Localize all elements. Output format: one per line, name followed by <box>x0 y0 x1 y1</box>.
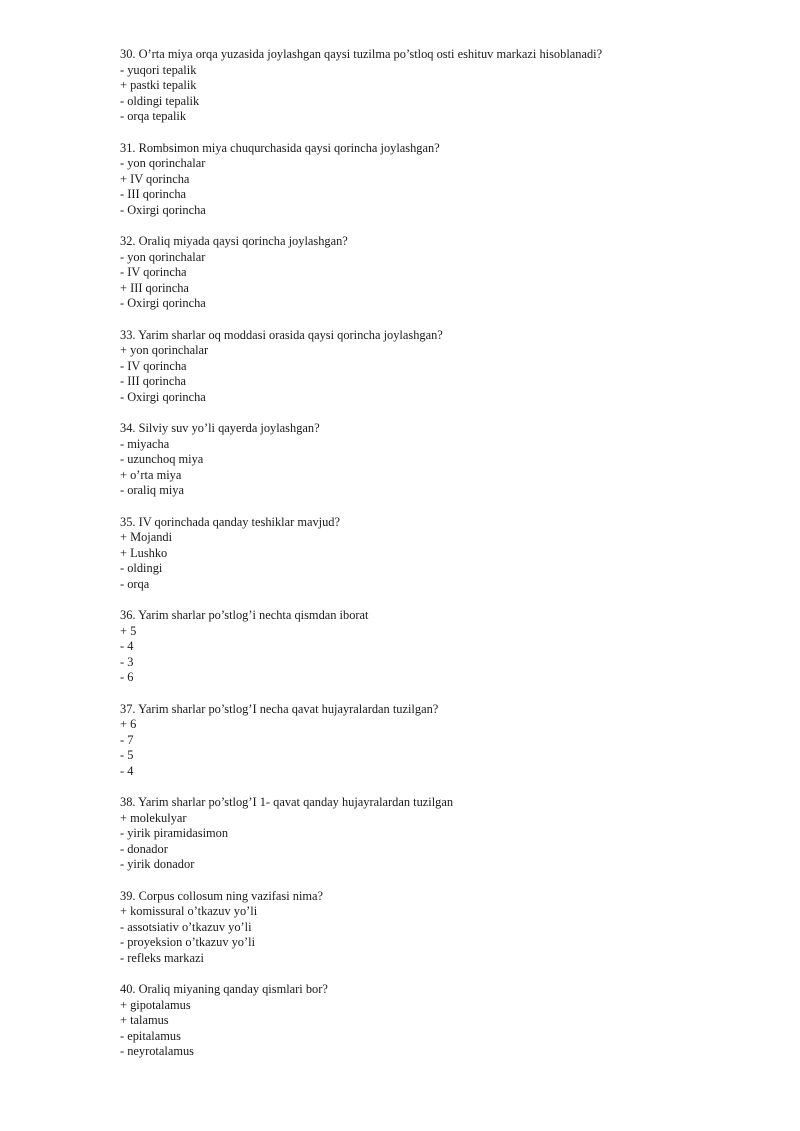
answer-option: + pastki tepalik <box>120 78 197 92</box>
answer-option: - orqa <box>120 576 150 591</box>
answer-option: + komissural o’tkazuv yo’li <box>120 904 258 918</box>
answer-option: - 3 <box>120 654 134 669</box>
question-text: 34. Silviy suv yo’li qayerda joylashgan? <box>120 421 320 435</box>
answer-option: - III qorincha <box>120 374 187 388</box>
question-block <box>120 328 760 406</box>
document-page <box>120 47 760 1076</box>
answer-option: - assotsiativ o’tkazuv yo’li <box>120 919 252 934</box>
question-text: 33. Yarim sharlar oq moddasi orasida qaysi qorincha joylashgan? <box>120 327 443 342</box>
answer-option: + gipotalamus <box>120 997 191 1012</box>
answer-option: + IV qorincha <box>120 171 190 186</box>
answer-option: - Oxirgi qorincha <box>120 389 206 404</box>
answer-option: + Lushko <box>120 545 168 560</box>
question-text: 38. Yarim sharlar po’stlog’I 1- qavat qanday hujayralardan tuzilgan <box>120 795 454 809</box>
answer-option: - miyacha <box>120 436 170 451</box>
question-text: 36. Yarim sharlar po’stlog’i nechta qismdan iborat <box>120 608 369 622</box>
question-block <box>120 889 760 967</box>
answer-option: - orqa tepalik <box>120 109 187 123</box>
answer-option: + 6 <box>120 717 137 731</box>
answer-option: - oldingi <box>120 561 163 575</box>
question-block <box>120 608 760 686</box>
answer-option: - 5 <box>120 748 134 762</box>
answer-option: - donador <box>120 841 168 856</box>
answer-option: - yirik piramidasimon <box>120 826 229 840</box>
answer-option: - Oxirgi qorincha <box>120 202 206 217</box>
question-block <box>120 234 760 312</box>
answer-option: + talamus <box>120 1013 169 1027</box>
question-text: 32. Oraliq miyada qaysi qorincha joylashgan? <box>120 234 348 248</box>
question-text: 30. O’rta miya orqa yuzasida joylashgan qaysi tuzilma po’stloq osti eshituv markazi hisoblanadi? <box>120 47 603 61</box>
question-block <box>120 47 760 125</box>
question-block <box>120 421 760 499</box>
answer-option: + Mojandi <box>120 530 173 544</box>
answer-option: - proyeksion o’tkazuv yo’li <box>120 935 256 949</box>
answer-option: - yirik donador <box>120 857 195 871</box>
answer-option: - neyrotalamus <box>120 1044 194 1058</box>
question-block <box>120 795 760 873</box>
answer-option: - yon qorinchalar <box>120 249 206 264</box>
answer-option: - uzunchoq miya <box>120 452 204 466</box>
answer-option: - 4 <box>120 763 134 778</box>
answer-option: + o’rta miya <box>120 467 182 482</box>
question-text: 39. Corpus collosum ning vazifasi nima? <box>120 888 324 903</box>
answer-option: - oraliq miya <box>120 483 184 497</box>
answer-option: + molekulyar <box>120 810 187 825</box>
answer-option: - oldingi tepalik <box>120 93 200 108</box>
question-text: 35. IV qorinchada qanday teshiklar mavjud? <box>120 514 340 529</box>
answer-option: + III qorincha <box>120 280 189 295</box>
question-text: 40. Oraliq miyaning qanday qismlari bor? <box>120 982 328 996</box>
answer-option: - IV qorincha <box>120 265 187 279</box>
answer-option: - refleks markazi <box>120 950 204 965</box>
question-block <box>120 141 760 219</box>
answer-option: - Oxirgi qorincha <box>120 296 206 310</box>
question-block <box>120 982 760 1060</box>
answer-option: - 6 <box>120 670 134 684</box>
answer-option: + yon qorinchalar <box>120 343 209 357</box>
question-block <box>120 702 760 780</box>
answer-option: - yon qorinchalar <box>120 156 206 170</box>
answer-option: - 7 <box>120 732 134 747</box>
answer-option: - III qorincha <box>120 187 187 201</box>
question-text: 31. Rombsimon miya chuqurchasida qaysi qorincha joylashgan? <box>120 140 440 155</box>
answer-option: + 5 <box>120 623 137 638</box>
answer-option: - IV qorincha <box>120 358 187 373</box>
answer-option: - 4 <box>120 639 134 653</box>
question-block <box>120 515 760 593</box>
question-text: 37. Yarim sharlar po’stlog’I necha qavat hujayralardan tuzilgan? <box>120 701 439 716</box>
answer-option: - yuqori tepalik <box>120 62 197 77</box>
answer-option: - epitalamus <box>120 1028 181 1043</box>
